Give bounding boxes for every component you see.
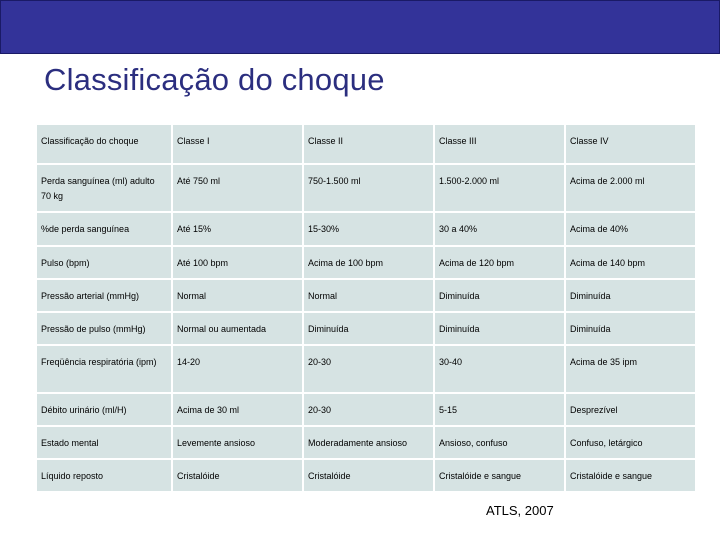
- header-cell: Classe II: [304, 125, 435, 165]
- table-cell: Normal: [304, 280, 435, 313]
- table-row: [37, 460, 695, 493]
- table-cell: Moderadamente ansioso: [304, 427, 435, 460]
- shock-classification-table: [37, 125, 695, 493]
- table-cell: Acima de 100 bpm: [304, 247, 435, 280]
- table-cell: Diminuída: [304, 313, 435, 346]
- top-banner: [0, 0, 720, 54]
- table-cell: Desprezível: [566, 394, 695, 427]
- row-label-cell: Perda sanguínea (ml) adulto 70 kg: [37, 165, 173, 213]
- header-cell: Classe I: [173, 125, 304, 165]
- table-cell: 20-30: [304, 394, 435, 427]
- header-cell: Classe IV: [566, 125, 695, 165]
- table-cell: Confuso, letárgico: [566, 427, 695, 460]
- table-cell: Diminuída: [566, 280, 695, 313]
- table-cell: Acima de 2.000 ml: [566, 165, 695, 213]
- row-label-cell: Freqüência respiratória (ipm): [37, 346, 173, 394]
- table-header-row: [37, 125, 695, 165]
- table-cell: Acima de 40%: [566, 213, 695, 247]
- table-cell: Acima de 30 ml: [173, 394, 304, 427]
- table-cell: Cristalóide e sangue: [435, 460, 566, 493]
- table-cell: Ansioso, confuso: [435, 427, 566, 460]
- table-cell: Acima de 120 bpm: [435, 247, 566, 280]
- header-cell: Classe III: [435, 125, 566, 165]
- table-row: [37, 247, 695, 280]
- row-label-cell: Pulso (bpm): [37, 247, 173, 280]
- row-label-cell: Líquido reposto: [37, 460, 173, 493]
- table-row: [37, 213, 695, 247]
- table-cell: Cristalóide: [304, 460, 435, 493]
- table-cell: 14-20: [173, 346, 304, 394]
- table-row: [37, 394, 695, 427]
- table-cell: Normal: [173, 280, 304, 313]
- table-row: [37, 427, 695, 460]
- table-cell: Até 15%: [173, 213, 304, 247]
- table-cell: Diminuída: [435, 280, 566, 313]
- row-label-cell: %de perda sanguínea: [37, 213, 173, 247]
- row-label-cell: Pressão arterial (mmHg): [37, 280, 173, 313]
- table-row: [37, 346, 695, 394]
- table-cell: Acima de 140 bpm: [566, 247, 695, 280]
- table-cell: Diminuída: [435, 313, 566, 346]
- table-cell: 750-1.500 ml: [304, 165, 435, 213]
- table-cell: Até 100 bpm: [173, 247, 304, 280]
- table-cell: Normal ou aumentada: [173, 313, 304, 346]
- table-row: [37, 280, 695, 313]
- row-label-cell: Pressão de pulso (mmHg): [37, 313, 173, 346]
- table-cell: 30-40: [435, 346, 566, 394]
- table-row: [37, 313, 695, 346]
- table-cell: Cristalóide e sangue: [566, 460, 695, 493]
- table-row: [37, 165, 695, 213]
- table-cell: Cristalóide: [173, 460, 304, 493]
- table-cell: Diminuída: [566, 313, 695, 346]
- row-label-cell: Estado mental: [37, 427, 173, 460]
- table-cell: 5-15: [435, 394, 566, 427]
- table-cell: 15-30%: [304, 213, 435, 247]
- source-citation: ATLS, 2007: [486, 503, 554, 518]
- table-cell: 30 a 40%: [435, 213, 566, 247]
- table-cell: 20-30: [304, 346, 435, 394]
- table-cell: Acima de 35 ipm: [566, 346, 695, 394]
- slide-title: Classificação do choque: [44, 62, 385, 97]
- table-cell: Levemente ansioso: [173, 427, 304, 460]
- table-cell: 1.500-2.000 ml: [435, 165, 566, 213]
- table-cell: Até 750 ml: [173, 165, 304, 213]
- row-label-cell: Débito urinário (ml/H): [37, 394, 173, 427]
- header-cell: Classificação do choque: [37, 125, 173, 165]
